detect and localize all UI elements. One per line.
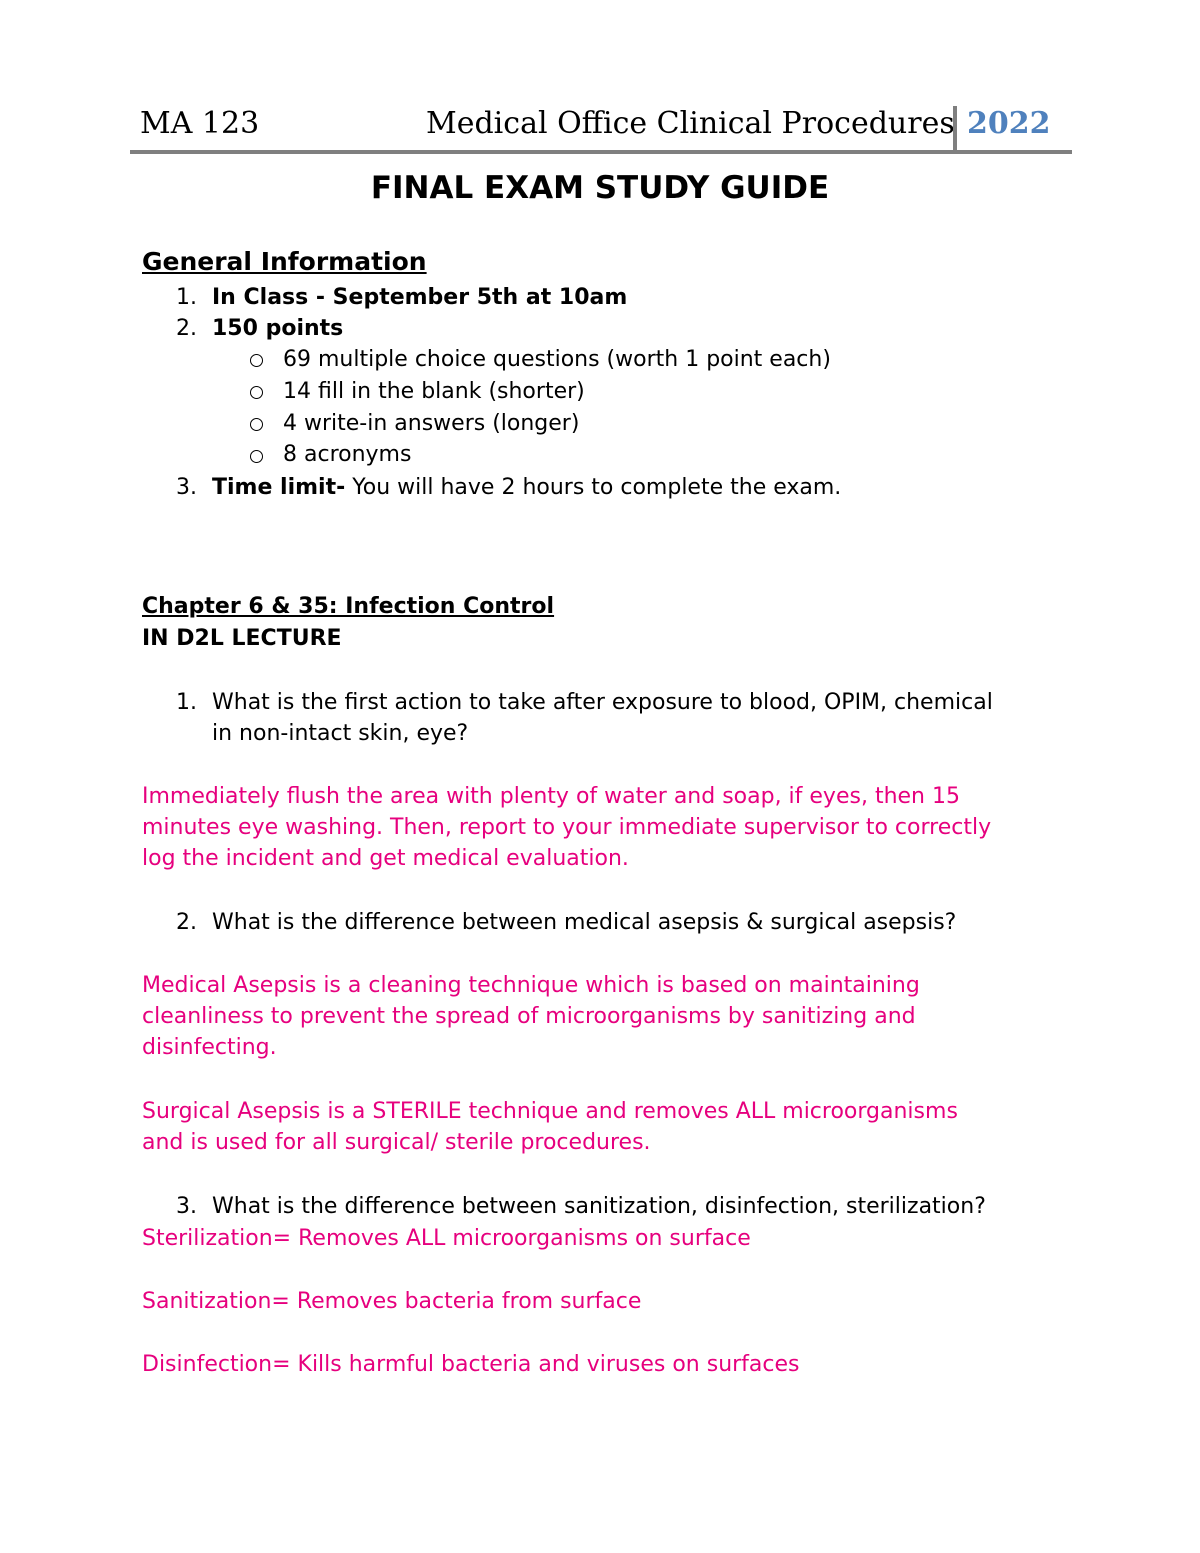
question-1-number: 1. <box>176 690 197 715</box>
points-subitem-1: 69 multiple choice questions (worth 1 point each) <box>283 347 831 372</box>
answer-1-line-2: minutes eye washing. Then, report to your immediate supervisor to correctly <box>142 815 992 840</box>
hollow-bullet-icon <box>250 450 263 463</box>
course-code: MA 123 <box>140 106 260 141</box>
hollow-bullet-icon <box>250 354 263 367</box>
course-title: Medical Office Clinical Procedures <box>426 106 955 141</box>
answer-2b-line-2: and is used for all surgical/ sterile procedures. <box>142 1130 651 1155</box>
answer-2a-line-3: disinfecting. <box>142 1035 277 1060</box>
answer-3-sterilization: Sterilization= Removes ALL microorganisms on surface <box>142 1226 751 1251</box>
hollow-bullet-icon <box>250 386 263 399</box>
question-2-number: 2. <box>176 910 197 935</box>
chapter-heading: Chapter 6 & 35: Infection Control <box>142 594 555 619</box>
general-item-2-number: 2. <box>176 316 197 341</box>
question-3-text: What is the difference between sanitization, disinfection, sterilization? <box>212 1194 986 1219</box>
document-title: FINAL EXAM STUDY GUIDE <box>370 170 830 206</box>
general-item-1 <box>212 282 627 313</box>
answer-1-line-1: Immediately flush the area with plenty of water and soap, if eyes, then 15 <box>142 784 960 809</box>
general-item-3 <box>212 472 841 503</box>
general-information-heading: General Information <box>142 247 427 276</box>
question-1-line-2: in non-intact skin, eye? <box>212 721 469 746</box>
general-item-3-label: Time limit- <box>212 475 346 500</box>
answer-2a-line-2: cleanliness to prevent the spread of microorganisms by sanitizing and <box>142 1004 916 1029</box>
page-header <box>130 104 1072 154</box>
general-item-2-text: 150 points <box>212 316 344 341</box>
points-subitem-3: 4 write-in answers (longer) <box>283 411 580 436</box>
answer-2a-line-1: Medical Asepsis is a cleaning technique which is based on maintaining <box>142 973 920 998</box>
chapter-subheading: IN D2L LECTURE <box>142 626 342 651</box>
points-subitem-4: 8 acronyms <box>283 442 412 467</box>
answer-3-disinfection: Disinfection= Kills harmful bacteria and viruses on surfaces <box>142 1352 800 1377</box>
general-item-1-text: In Class - September 5th at 10am <box>212 285 628 310</box>
points-subitem-2: 14 fill in the blank (shorter) <box>283 379 585 404</box>
answer-3-sanitization: Sanitization= Removes bacteria from surface <box>142 1289 642 1314</box>
question-1-line-1: What is the first action to take after exposure to blood, OPIM, chemical <box>212 690 993 715</box>
answer-1-line-3: log the incident and get medical evaluation. <box>142 846 629 871</box>
hollow-bullet-icon <box>250 418 263 431</box>
general-item-3-text: You will have 2 hours to complete the exam. <box>345 475 842 500</box>
general-item-2 <box>212 313 343 344</box>
answer-2b-line-1: Surgical Asepsis is a STERILE technique and removes ALL microorganisms <box>142 1099 958 1124</box>
course-year: 2022 <box>953 106 1072 150</box>
question-2-text: What is the difference between medical asepsis & surgical asepsis? <box>212 910 957 935</box>
question-3-number: 3. <box>176 1194 197 1219</box>
general-item-1-number: 1. <box>176 285 197 310</box>
general-item-3-number: 3. <box>176 475 197 500</box>
